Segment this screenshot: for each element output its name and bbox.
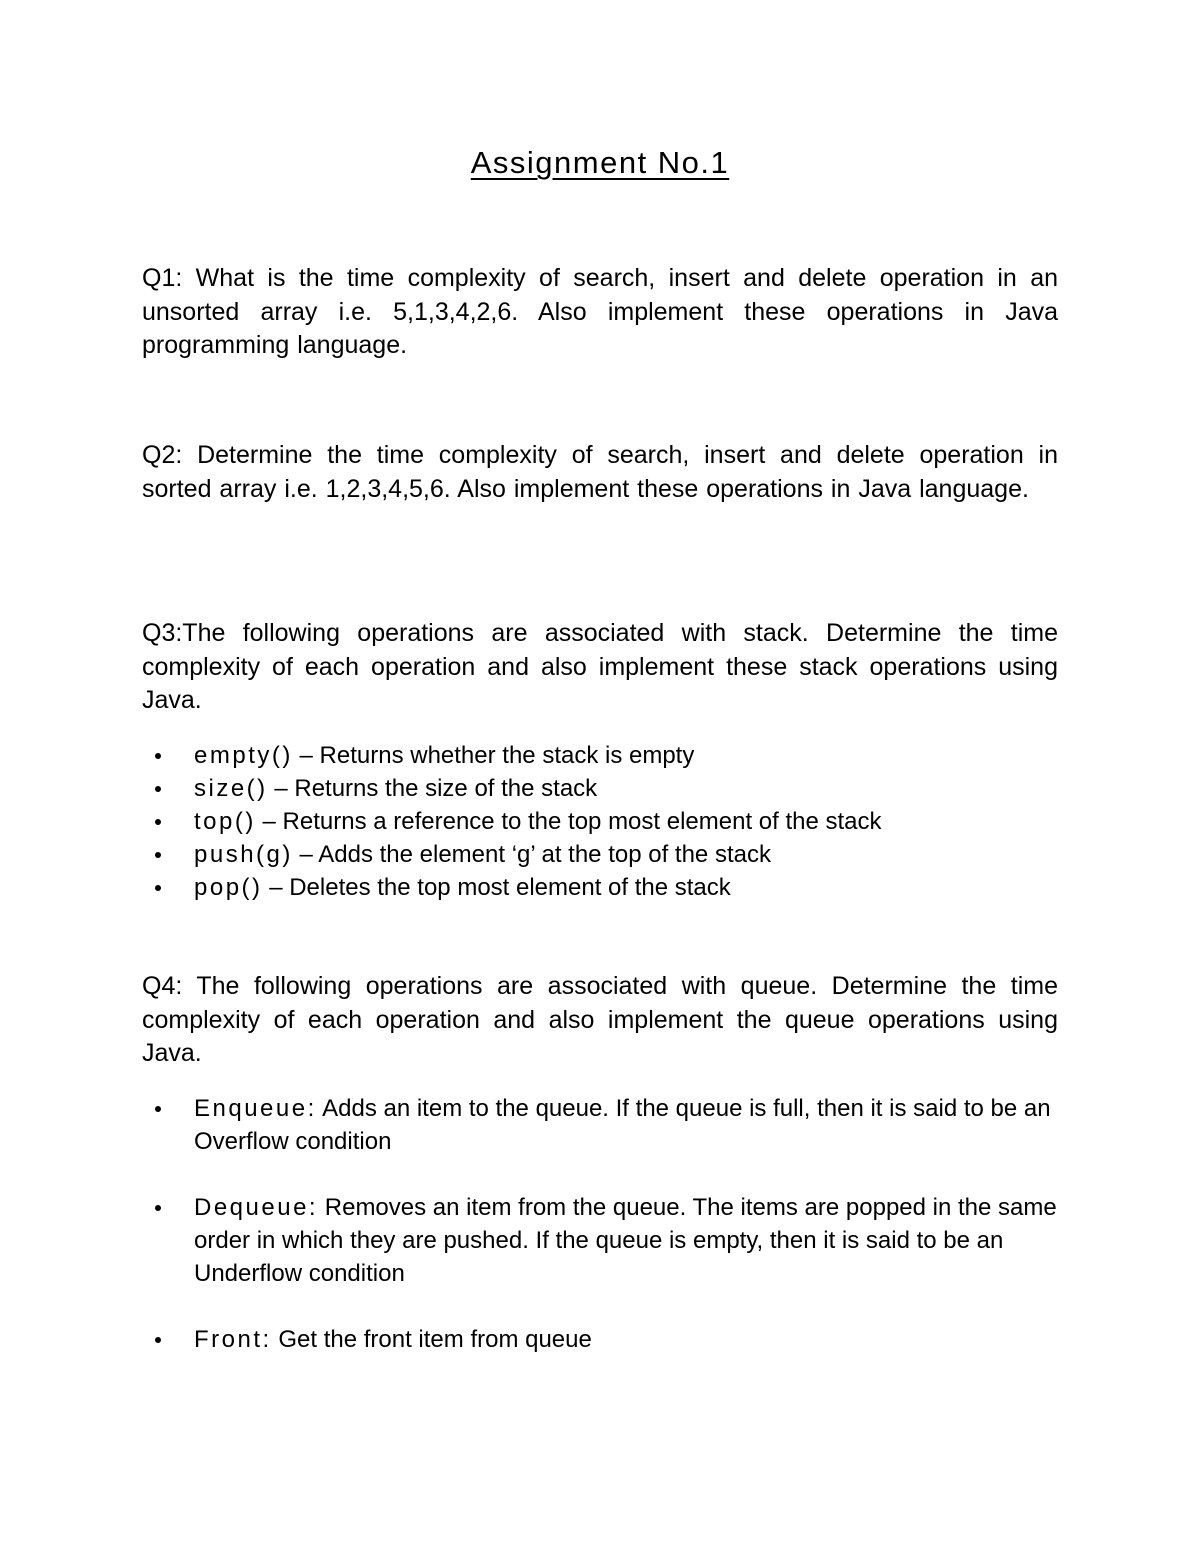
bullet-icon [155,1205,161,1211]
question-1: Q1: What is the time complexity of search, insert and delete operation in an unsorted array i.e. 5,1,3,4,2,6. Also implement these operations in Java programming language. [142,264,1058,359]
bullet-icon [155,786,161,792]
operation-description: Adds an item to the queue. If the queue is full, then it is said to be an Overflow condition [194,1095,1051,1155]
operation-description: – Returns a reference to the top most element of the stack [255,808,882,835]
bullet-icon [155,1337,161,1343]
list-item [194,739,1064,772]
list-item [194,871,1064,904]
operation-description: – Returns whether the stack is empty [292,742,695,769]
operation-description: Get the front item from queue [271,1326,592,1353]
list-item [194,838,1064,871]
question-2: Q2: Determine the time complexity of search, insert and delete operation in sorted array i.e. 1,2,3,4,5,6. Also implement these operations in Java language. [142,441,1058,503]
question-3: Q3:The following operations are associated with stack. Determine the time complexity of each operation and also implement these stack operations using Java. [142,619,1058,714]
list-item [194,1092,1064,1158]
list-item [194,772,1064,805]
bullet-icon [155,753,161,759]
operation-name: Dequeue: [194,1194,319,1221]
bullet-icon [155,885,161,891]
operation-description: Removes an item from the queue. The items are popped in the same order in which they are pushed. If the queue is empty, then it is said to be an Underflow condition [194,1194,1057,1287]
document-title [0,143,1200,183]
operation-description: – Deletes the top most element of the stack [262,874,731,901]
list-item [194,1191,1064,1290]
question-4: Q4: The following operations are associated with queue. Determine the time complexity of each operation and also implement the queue operations using Java. [142,972,1058,1067]
stack-operations-list [194,739,1064,904]
operation-name: Front: [194,1326,272,1353]
operation-name: Enqueue: [194,1095,317,1122]
operation-description: – Adds the element ‘g’ at the top of the stack [292,841,771,868]
operation-name: size() [194,775,268,802]
operation-description: – Returns the size of the stack [267,775,598,802]
list-item [194,805,1064,838]
queue-operations-list [194,1092,1064,1356]
operation-name: pop() [194,874,263,901]
bullet-icon [155,819,161,825]
bullet-icon [155,852,161,858]
list-item [194,1323,1064,1356]
operation-name: empty() [194,742,293,769]
title-text: Assignment No.1 [470,145,730,180]
operation-name: top() [194,808,256,835]
operation-name: push(g) [194,841,293,868]
bullet-icon [155,1106,161,1112]
